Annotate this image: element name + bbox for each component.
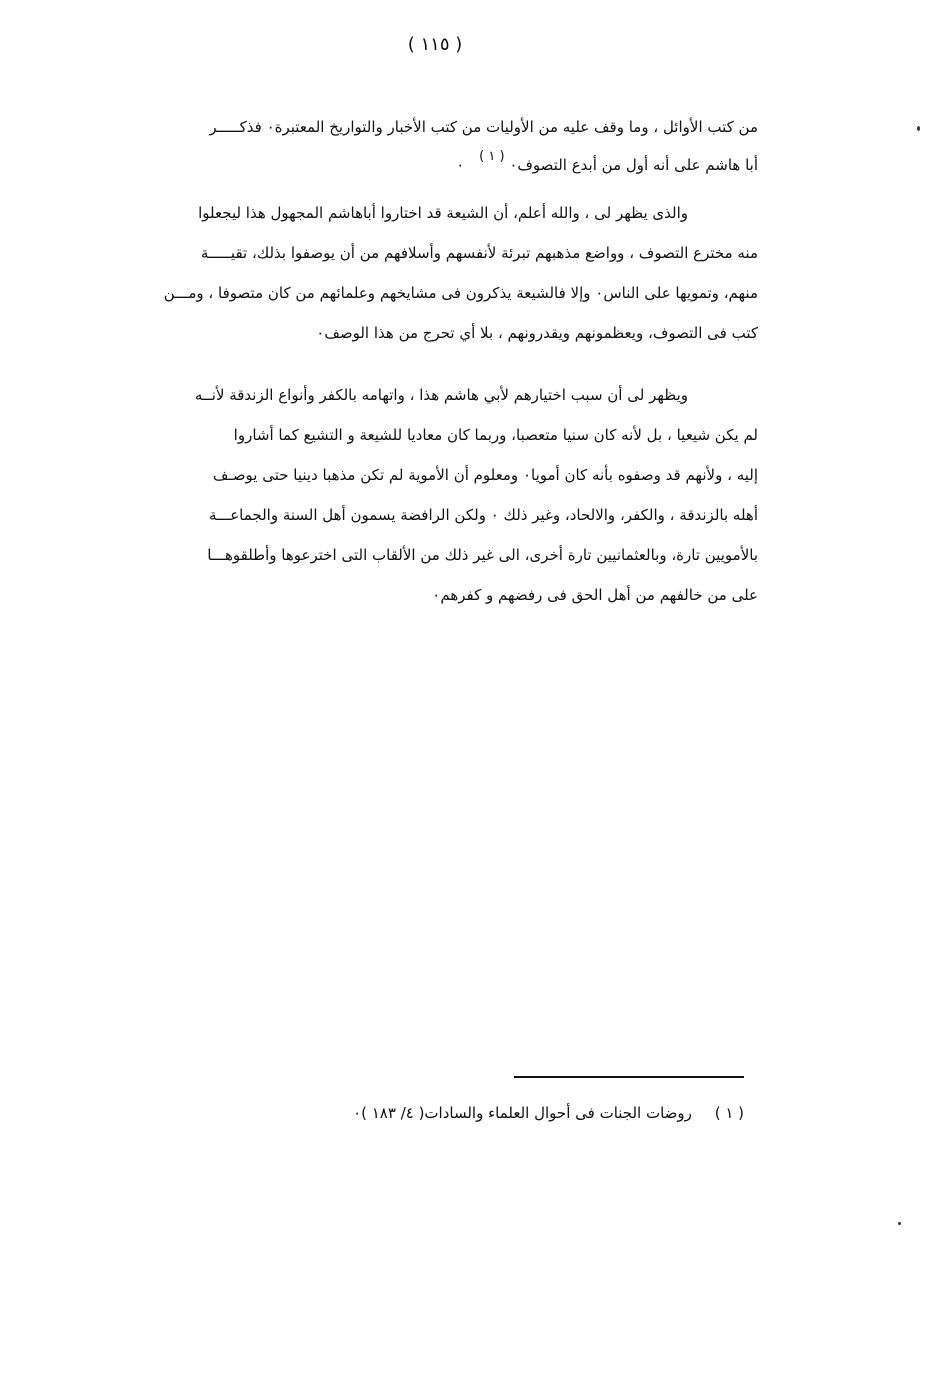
footnote-marker: ( ١ ): [714, 1104, 744, 1122]
paragraph-1-line-2: [78, 149, 758, 175]
footnote-divider: [514, 1076, 744, 1078]
page-number: ( ١١٥ ): [407, 34, 463, 55]
paragraph-3: [78, 380, 758, 620]
scan-speck: [917, 126, 920, 131]
paragraph-1-line-1: من كتب الأوائل ، وما وقف عليه من الأوليات من كتب الأخبار والتواريخ المعتبرة٠ فذكـــــر: [209, 118, 758, 136]
footnote-text: روضات الجنات فى أحوال العلماء والسادات( ٤/ ١٨٣ )٠: [353, 1104, 692, 1122]
paragraph-3-line-2: لم يكن شيعيا ، بل لأنه كان سنيا متعصبا، وربما كان معاديا للشيعة و التشيع كما أشاروا: [233, 426, 758, 444]
footnote-reference[interactable]: ( ١ ): [479, 149, 505, 164]
paragraph-1-line-2-text: أبا هاشم على أنه أول من أبدع التصوف٠: [509, 156, 758, 174]
footnote: [200, 1104, 744, 1122]
paragraph-3-line-4: أهله بالزندقة ، والكفر، والالحاد، وغير ذلك ٠ ولكن الرافضة يسمون أهل السنة والجماعـــة: [208, 506, 758, 524]
scan-speck: [898, 1222, 901, 1225]
paragraph-1: [78, 112, 758, 182]
paragraph-2-line-4: كتب فى التصوف، ويعظمونهم ويقدرونهم ، بلا أي تحرج من هذا الوصف٠: [316, 324, 758, 342]
paragraph-3-line-5: بالأمويين تارة، وبالعثمانيين تارة أخرى، الى غير ذلك من الألقاب التى اخترعوها وأطلقوهـــا: [207, 546, 758, 564]
paragraph-1-line-2-end: ٠: [456, 156, 465, 174]
paragraph-3-line-6: على من خالفهم من أهل الحق فى رفضهم و كفرهم٠: [432, 586, 758, 604]
paragraph-2-line-1: والذى يظهر لى ، والله أعلم، أن الشيعة قد اختاروا أباهاشم المجهول هذا ليجعلوا: [198, 204, 688, 222]
paragraph-3-line-1: ويظهر لى أن سبب اختيارهم لأبي هاشم هذا ، واتهامه بالكفر وأنواع الزندقة لأنــه: [194, 386, 688, 404]
paragraph-2-line-2: منه مخترع التصوف ، وواضع مذهبهم تبرئة لأنفسهم وأسلافهم من أن يوصفوا بذلك، تقيـــــة: [200, 244, 758, 262]
paragraph-2-line-3: منهم، وتمويها على الناس٠ وإلا فالشيعة يذكرون فى مشايخهم وعلمائهم من كان متصوفا ، ومـــن: [163, 284, 758, 302]
paragraph-3-line-3: إليه ، ولأنهم قد وصفوه بأنه كان أمويا٠ ومعلوم أن الأموية لم تكن مذهبا دينيا حتى يوصـف: [212, 466, 758, 484]
paragraph-2: [78, 198, 758, 348]
